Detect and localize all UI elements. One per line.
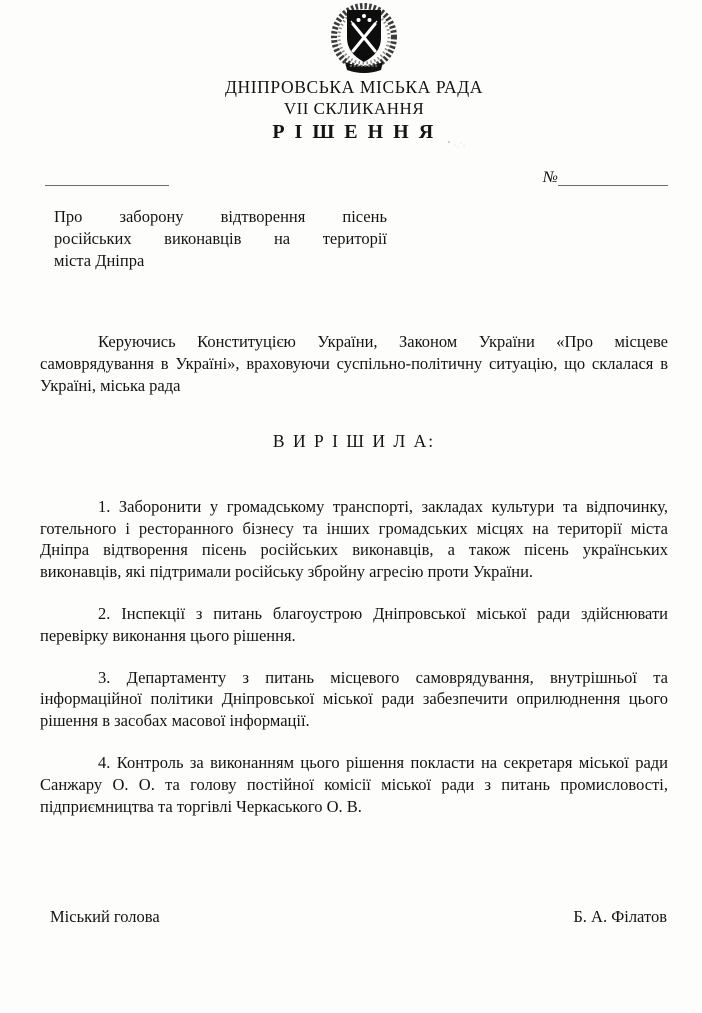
preamble-paragraph: Керуючись Конституцією України, Законом України «Про місцеве самоврядування в Україні», враховуючи суспільно-політичну ситуацію, що склалася в Україні, міська рада [40,332,668,395]
document-header [40,2,668,144]
scan-artifact [448,141,450,143]
resolution-item-3: 3. Департаменту з питань місцевого самоврядування, внутрішньої та інформаційної політики Дніпровської міської ради забезпечити оприлюднення цього рішення в засобах масової інформації. [40,667,668,731]
convocation-line: VII СКЛИКАННЯ [283,99,425,118]
resolution-item-4: 4. Контроль за виконанням цього рішення покласти на секретаря міської ради Санжару О. О. та голову постійної комісії міської ради з питань промисловості, підприємництва та торгівлі Черкаського О. В. [40,752,668,816]
resolution-item-1: 1. Заборонити у громадському транспорті, закладах культури та відпочинку, готельного і ресторанного бізнесу та інших громадських місцях на території міста Дніпра відтворення пісень російських виконавців, а також пісень українських виконавців, які підтримали російську збройну агресію проти України. [40,496,668,582]
organization-name: ДНІПРОВСЬКА МІСЬКА РАДА [224,77,483,97]
subject-line: міста Дніпра [54,250,145,270]
document-type-title: Р І Ш Е Н Н Я [272,121,436,143]
subject-line: Про заборону відтворення пісень [54,207,387,226]
date-blank-line [45,171,169,186]
number-blank-line [558,171,668,186]
number-label: № [542,169,558,186]
signer-name: Б. А. Філатов [573,907,667,927]
number-group [543,170,668,186]
dnipro-coat-of-arms-icon [323,2,405,74]
resolution-items [40,496,668,818]
subject-block [54,206,387,271]
resolved-heading: В И Р І Ш И Л А: [272,430,436,451]
reference-row [40,170,668,186]
subject-line: російських виконавців на території [54,228,387,248]
signature-row [40,907,668,927]
signer-position: Міський голова [50,907,160,927]
resolution-item-2: 2. Інспекції з питань благоустрою Дніпровської міської ради здійснювати перевірку виконання цього рішення. [40,603,668,645]
